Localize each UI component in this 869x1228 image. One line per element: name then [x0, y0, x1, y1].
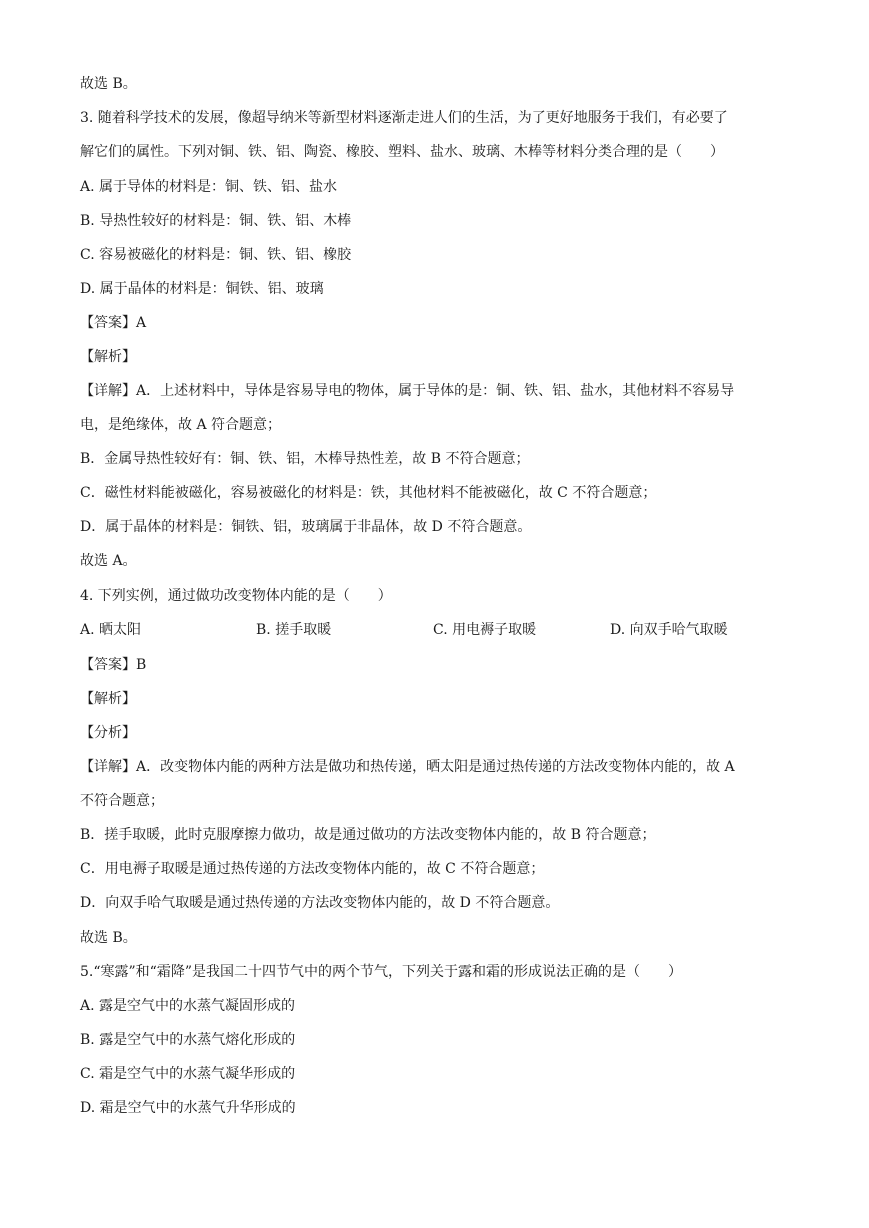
q5-option-a: A. 露是空气中的水蒸气凝固形成的	[80, 998, 296, 1014]
q3-stem-line1: 3. 随着科学技术的发展，像超导纳米等新型材料逐渐走进人们的生活，为了更好地服务于我们，有必要了	[80, 110, 728, 126]
q3-conclusion: 故选 A。	[80, 553, 137, 569]
q5-stem: 5.“寒露”和“霜降”是我国二十四节气中的两个节气，下列关于露和霜的形成说法正确的是（ ）	[80, 964, 682, 980]
q3-detail-d: D．属于晶体的材料是：铜铁、铝，玻璃属于非晶体，故 D 不符合题意。	[80, 519, 532, 535]
q3-option-d: D. 属于晶体的材料是：铜铁、铝、玻璃	[80, 281, 324, 297]
q3-option-a: A. 属于导体的材料是：铜、铁、铝、盐水	[80, 179, 338, 195]
q5-option-b: B. 露是空气中的水蒸气熔化形成的	[80, 1032, 296, 1048]
q5-option-d: D. 霜是空气中的水蒸气升华形成的	[80, 1100, 296, 1116]
q3-option-c: C. 容易被磁化的材料是：铜、铁、铝、橡胶	[80, 247, 352, 263]
q3-detail-a-line1: 【详解】A．上述材料中，导体是容易导电的物体，属于导体的是：铜、铁、铝、盐水，其他材料不容易导	[80, 383, 735, 399]
q4-option-b: B. 搓手取暖	[256, 622, 332, 638]
q2-conclusion: 故选 B。	[80, 76, 137, 92]
q3-detail-b: B．金属导热性较好有：铜、铁、铝，木棒导热性差，故 B 不符合题意；	[80, 451, 530, 467]
q3-detail-a-line2: 电，是绝缘体，故 A 符合题意；	[80, 417, 282, 433]
q3-analysis-heading: 【解析】	[80, 349, 136, 365]
q4-conclusion: 故选 B。	[80, 930, 137, 946]
q3-option-b: B. 导热性较好的材料是：铜、铁、铝、木棒	[80, 213, 352, 229]
q3-detail-c: C．磁性材料能被磁化，容易被磁化的材料是：铁，其他材料不能被磁化，故 C 不符合题意；	[80, 485, 657, 501]
q5-option-c: C. 霜是空气中的水蒸气凝华形成的	[80, 1066, 296, 1082]
q4-option-c: C. 用电褥子取暖	[433, 622, 537, 638]
q4-detail-a-line1: 【详解】A．改变物体内能的两种方法是做功和热传递，晒太阳是通过热传递的方法改变物体内能的，故 A	[80, 759, 735, 775]
q4-detail-b: B．搓手取暖，此时克服摩擦力做功，故是通过做功的方法改变物体内能的，故 B 符合题意；	[80, 827, 656, 843]
q4-answer: 【答案】B	[80, 657, 147, 673]
q4-detail-d: D．向双手哈气取暖是通过热传递的方法改变物体内能的，故 D 不符合题意。	[80, 895, 560, 911]
q4-detail-a-line2: 不符合题意；	[80, 793, 164, 809]
q3-answer: 【答案】A	[80, 315, 147, 331]
q4-option-d: D. 向双手哈气取暖	[610, 622, 728, 638]
q4-options-row	[80, 620, 780, 640]
q4-analysis-heading: 【解析】	[80, 691, 136, 707]
q4-stem: 4. 下列实例，通过做功改变物体内能的是（ ）	[80, 588, 392, 604]
q4-option-a: A. 晒太阳	[80, 622, 142, 638]
q4-fenxi-heading: 【分析】	[80, 725, 136, 741]
q3-stem-line2: 解它们的属性。下列对铜、铁、铝、陶瓷、橡胶、塑料、盐水、玻璃、木棒等材料分类合理的是（ ）	[80, 144, 724, 160]
q4-detail-c: C．用电褥子取暖是通过热传递的方法改变物体内能的，故 C 不符合题意；	[80, 861, 545, 877]
